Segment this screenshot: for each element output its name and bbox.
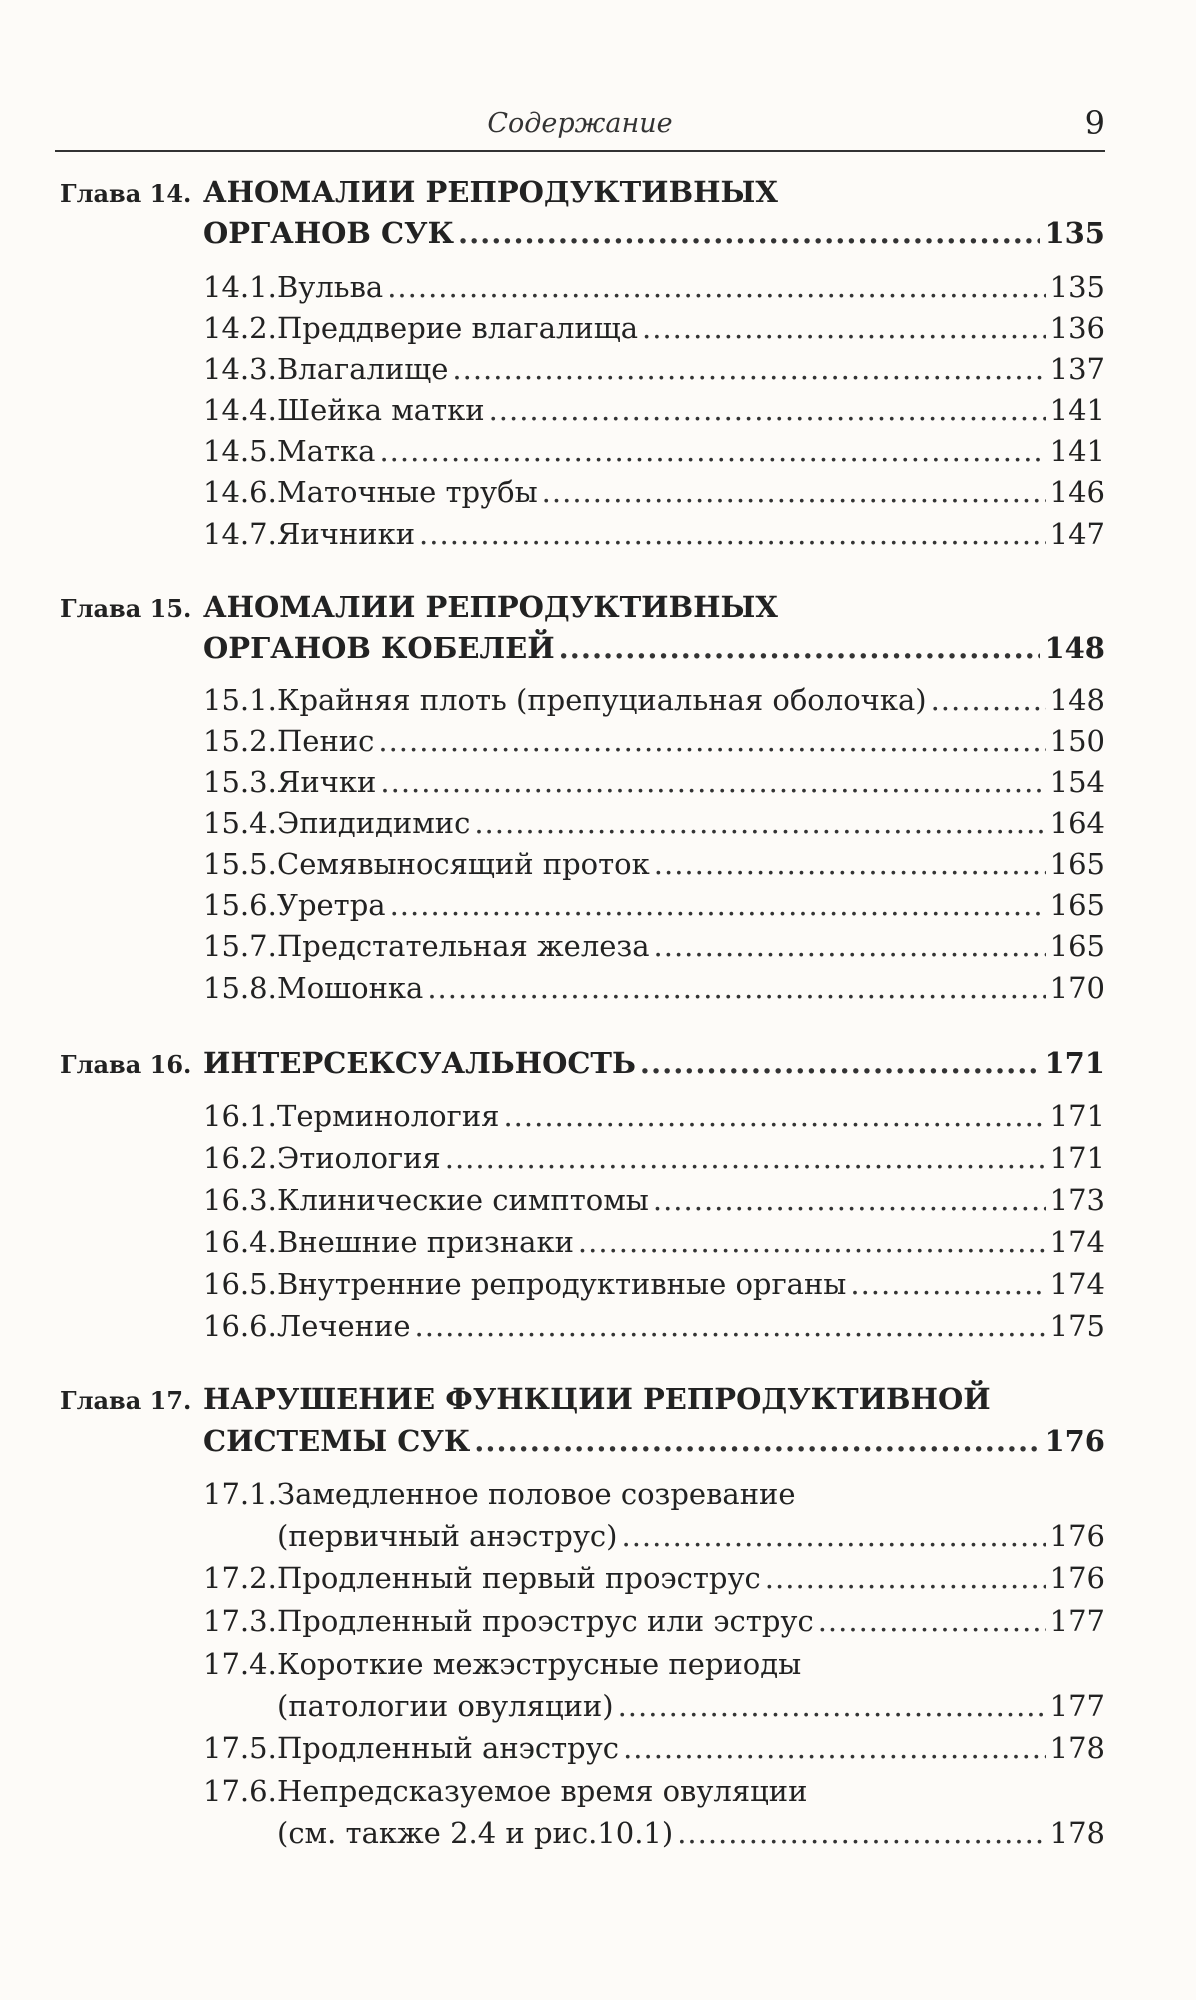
toc-entry: [203, 926, 1105, 966]
page-number: 9: [1084, 104, 1105, 142]
entry-title: Крайняя плоть (препуциальная оболочка): [277, 683, 927, 717]
dot-leader: [653, 1180, 1046, 1220]
dot-leader: [677, 1813, 1045, 1853]
entry-number: 16.5.: [203, 1267, 277, 1301]
entry-number: 15.8.: [203, 971, 277, 1005]
entry-number: 14.6.: [203, 475, 277, 509]
toc-entry: [203, 308, 1105, 348]
entry-title: Эпидидимис: [277, 806, 471, 840]
toc-entry: [203, 803, 1105, 843]
entry-number: 17.6.: [203, 1774, 277, 1808]
entry-number: 16.3.: [203, 1183, 277, 1217]
dot-leader: [618, 1686, 1046, 1726]
entry-page: 141: [1049, 434, 1105, 468]
toc-entry: [203, 1096, 1105, 1136]
chapter-title: АНОМАЛИИ РЕПРОДУКТИВНЫХ: [203, 590, 778, 624]
entry-title: Яички: [277, 765, 377, 799]
chapter-16-heading: [60, 1043, 1105, 1083]
chapter-label: Глава 14.: [60, 179, 192, 208]
entry-page: 173: [1049, 1183, 1105, 1217]
toc-entry: [203, 1601, 1105, 1641]
entry-title: Мошонка: [277, 971, 424, 1005]
chapter-page: 135: [1044, 216, 1105, 250]
toc-entry: [203, 1180, 1105, 1220]
entry-number: 14.2.: [203, 311, 277, 345]
entry-title: Уретра: [277, 888, 386, 922]
entry-page: 178: [1049, 1816, 1105, 1850]
entry-page: 174: [1049, 1225, 1105, 1259]
entry-page: 177: [1049, 1689, 1105, 1723]
toc-entry: [203, 349, 1105, 389]
dot-leader: [415, 1306, 1046, 1346]
entry-number: 15.3.: [203, 765, 277, 799]
entry-number: 16.6.: [203, 1309, 277, 1343]
toc-entry: [203, 1644, 1105, 1684]
entry-number: 14.1.: [203, 270, 277, 304]
toc-entry-continued: [277, 1516, 1105, 1556]
entry-page: 136: [1049, 311, 1105, 345]
chapter-title: АНОМАЛИИ РЕПРОДУКТИВНЫХ: [203, 175, 778, 209]
entry-number: 15.5.: [203, 847, 277, 881]
chapter-page: 176: [1044, 1424, 1105, 1458]
dot-leader: [642, 308, 1046, 348]
entry-page: 137: [1049, 352, 1105, 386]
entry-title-continued: (патологии овуляции): [277, 1689, 614, 1723]
toc-entry: [203, 1222, 1105, 1262]
dot-leader: [818, 1601, 1046, 1641]
toc-entry: [203, 1474, 1105, 1514]
entry-page: 175: [1049, 1309, 1105, 1343]
entry-number: 15.7.: [203, 929, 277, 963]
chapter-label: Глава 16.: [60, 1050, 192, 1079]
entry-page: 177: [1049, 1604, 1105, 1638]
entry-number: 14.7.: [203, 517, 277, 551]
entry-page: 141: [1049, 393, 1105, 427]
dot-leader: [419, 514, 1046, 554]
toc-entry: [203, 472, 1105, 512]
entry-page: 154: [1049, 765, 1105, 799]
chapter-17-title-line: [203, 1421, 1105, 1461]
entry-number: 15.1.: [203, 683, 277, 717]
entry-title: Семявыносящий проток: [277, 847, 650, 881]
toc-entry: [203, 1138, 1105, 1178]
entry-title-continued: (первичный анэструс): [277, 1519, 618, 1553]
toc-entry: [203, 1558, 1105, 1598]
entry-title: Внешние признаки: [277, 1225, 574, 1259]
entry-title: Непредсказуемое время овуляции: [277, 1774, 808, 1808]
dot-leader: [379, 431, 1045, 471]
entry-number: 15.6.: [203, 888, 277, 922]
entry-number: 17.5.: [203, 1731, 277, 1765]
running-title: Содержание: [487, 108, 673, 139]
entry-title: Предстательная железа: [277, 929, 650, 963]
dot-leader: [578, 1222, 1046, 1262]
entry-page: 165: [1049, 888, 1105, 922]
entry-number: 14.5.: [203, 434, 277, 468]
dot-leader: [427, 968, 1045, 1008]
entry-page: 176: [1049, 1519, 1105, 1553]
toc-entry: [203, 721, 1105, 761]
toc-entry: [203, 885, 1105, 925]
dot-leader: [765, 1558, 1046, 1598]
entry-number: 15.2.: [203, 724, 277, 758]
entry-title: Замедленное половое созревание: [277, 1477, 796, 1511]
chapter-title: ИНТЕРСЕКСУАЛЬНОСТЬ: [203, 1046, 636, 1080]
dot-leader: [542, 472, 1046, 512]
toc-entry: [203, 844, 1105, 884]
dot-leader: [489, 390, 1046, 430]
entry-number: 15.4.: [203, 806, 277, 840]
toc-entry: [203, 1728, 1105, 1768]
dot-leader: [380, 762, 1045, 802]
entry-number: 17.2.: [203, 1561, 277, 1595]
chapter-17-heading: [60, 1379, 1105, 1419]
dot-leader: [623, 1728, 1046, 1768]
chapter-14-title-line: [203, 213, 1105, 253]
entry-title: Матка: [277, 434, 376, 468]
entry-title: Влагалище: [277, 352, 449, 386]
toc-entry: [203, 514, 1105, 554]
entry-page: 165: [1049, 929, 1105, 963]
toc-entry: [203, 968, 1105, 1008]
entry-page: 164: [1049, 806, 1105, 840]
entry-title: Клинические симптомы: [277, 1183, 649, 1217]
entry-page: 148: [1049, 683, 1105, 717]
chapter-page: 148: [1044, 631, 1105, 665]
entry-title: Шейка матки: [277, 393, 485, 427]
entry-title: Этиология: [277, 1141, 441, 1175]
entry-title-continued: (см. также 2.4 и рис.10.1): [277, 1816, 674, 1850]
dot-leader: [850, 1264, 1045, 1304]
dot-leader: [621, 1516, 1045, 1556]
dot-leader: [654, 844, 1046, 884]
chapter-title-continued: ОРГАНОВ СУК: [203, 216, 454, 250]
entry-page: 150: [1049, 724, 1105, 758]
entry-page: 174: [1049, 1267, 1105, 1301]
entry-page: 147: [1049, 517, 1105, 551]
entry-title: Продленный первый проэструс: [277, 1561, 761, 1595]
entry-page: 170: [1049, 971, 1105, 1005]
entry-title: Продленный анэструс: [277, 1731, 620, 1765]
chapter-14-heading: [60, 172, 1105, 212]
toc-entry: [203, 762, 1105, 802]
entry-page: 165: [1049, 847, 1105, 881]
toc-entry: [203, 680, 1105, 720]
toc-entry: [203, 390, 1105, 430]
running-header: [55, 100, 1105, 152]
entry-page: 171: [1049, 1141, 1105, 1175]
entry-page: 135: [1049, 270, 1105, 304]
entry-number: 16.4.: [203, 1225, 277, 1259]
chapter-15-title-line: [203, 628, 1105, 668]
entry-title: Маточные трубы: [277, 475, 538, 509]
dot-leader: [452, 349, 1045, 389]
toc-entry-continued: [277, 1686, 1105, 1726]
entry-number: 16.1.: [203, 1099, 277, 1133]
entry-title: Терминология: [277, 1099, 500, 1133]
entry-page: 171: [1049, 1099, 1105, 1133]
entry-title: Вульва: [277, 270, 384, 304]
chapter-title-continued: СИСТЕМЫ СУК: [203, 1424, 471, 1458]
dot-leader: [474, 803, 1045, 843]
dot-leader: [931, 680, 1046, 720]
entry-title: Продленный проэструс или эструс: [277, 1604, 814, 1638]
dot-leader: [458, 213, 1040, 253]
entry-title: Преддверие влагалища: [277, 311, 639, 345]
entry-number: 17.4.: [203, 1647, 277, 1681]
toc-entry: [203, 1264, 1105, 1304]
entry-title: Яичники: [277, 517, 416, 551]
dot-leader: [474, 1421, 1040, 1461]
entry-number: 14.4.: [203, 393, 277, 427]
entry-title: Пенис: [277, 724, 375, 758]
entry-title: Короткие межэструсные периоды: [277, 1647, 802, 1681]
dot-leader: [387, 267, 1045, 307]
entry-number: 17.3.: [203, 1604, 277, 1638]
entry-page: 146: [1049, 475, 1105, 509]
dot-leader: [503, 1096, 1045, 1136]
toc-entry: [203, 1771, 1105, 1811]
dot-leader: [390, 885, 1046, 925]
toc-entry: [203, 1306, 1105, 1346]
entry-title: Внутренние репродуктивные органы: [277, 1267, 847, 1301]
dot-leader: [640, 1043, 1041, 1083]
chapter-label: Глава 17.: [60, 1386, 192, 1415]
entry-title: Лечение: [277, 1309, 411, 1343]
chapter-title: НАРУШЕНИЕ ФУНКЦИИ РЕПРОДУКТИВНОЙ: [203, 1382, 991, 1416]
dot-leader: [378, 721, 1045, 761]
entry-page: 176: [1049, 1561, 1105, 1595]
entry-page: 178: [1049, 1731, 1105, 1765]
chapter-label: Глава 15.: [60, 594, 192, 623]
chapter-title-continued: ОРГАНОВ КОБЕЛЕЙ: [203, 631, 555, 665]
toc-entry-continued: [277, 1813, 1105, 1853]
entry-number: 17.1.: [203, 1477, 277, 1511]
dot-leader: [559, 628, 1041, 668]
toc-entry: [203, 267, 1105, 307]
chapter-15-heading: [60, 587, 1105, 627]
dot-leader: [654, 926, 1046, 966]
entry-number: 16.2.: [203, 1141, 277, 1175]
chapter-page: 171: [1044, 1046, 1105, 1080]
entry-number: 14.3.: [203, 352, 277, 386]
dot-leader: [445, 1138, 1046, 1178]
toc-entry: [203, 431, 1105, 471]
